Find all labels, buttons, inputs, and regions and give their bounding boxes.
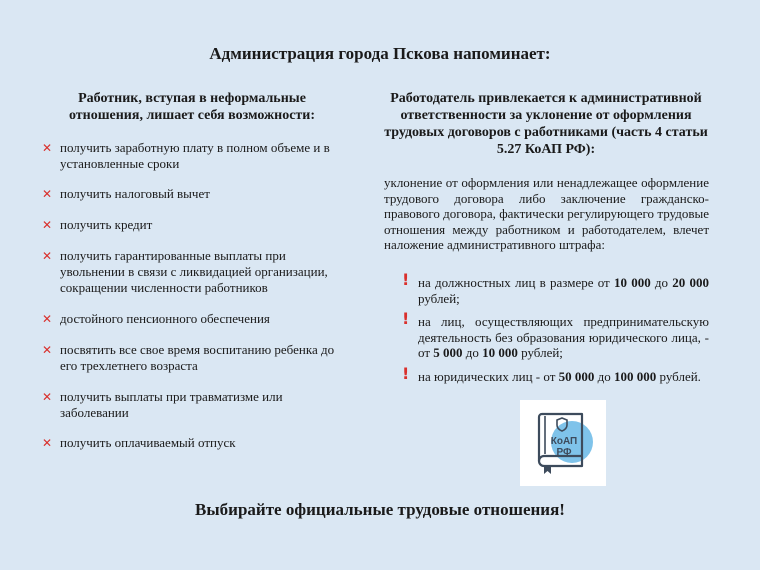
exclamation-icon: !: [402, 270, 410, 289]
cross-icon: ✕: [42, 436, 53, 450]
koap-logo: [520, 400, 606, 486]
list-item: ✕ получить оплачиваемый отпуск: [42, 435, 236, 450]
list-item: ✕ получить заработную плату в полном объеме и в установленные сроки: [42, 140, 330, 171]
list-item: ✕ получить гарантированные выплаты при увольнении в связи с ликвидацией организации, сокращении численности работников: [42, 248, 328, 295]
list-item: ✕ посвятить все свое время воспитанию ребенка до его трехлетнего возраста: [42, 342, 335, 373]
employee-heading: Работник, вступая в неформальные отношения, лишает себя возможности:: [68, 91, 316, 123]
fine-item: ! на лиц, осуществляющих предпринимательскую деятельность без образования юридического лица, - от 5 000 до 10 000 рублей;: [402, 309, 709, 360]
fine-item: ! на должностных лиц в размере от 10 000 до 20 000 рублей;: [402, 270, 710, 306]
exclamation-icon: !: [402, 363, 410, 383]
list-item: ✕ получить налоговый вычет: [42, 186, 210, 201]
cross-icon: ✕: [42, 141, 53, 155]
fine-item: ! на юридических лиц - от 50 000 до 100 000 рублей.: [402, 363, 701, 384]
cross-icon: ✕: [42, 249, 53, 263]
fines-list: [402, 270, 710, 392]
cross-icon: ✕: [42, 390, 53, 404]
cross-icon: ✕: [42, 187, 53, 201]
list-item: ✕ достойного пенсионного обеспечения: [42, 311, 270, 326]
cross-icon: ✕: [42, 312, 53, 326]
logo-text-koap: КоАП: [550, 436, 578, 447]
cross-icon: ✕: [42, 218, 53, 232]
exclamation-icon: !: [402, 309, 410, 328]
employee-loss-list: [42, 140, 352, 453]
logo-text-rf: РФ: [556, 447, 572, 458]
bookmark: [544, 466, 551, 474]
page-title: Администрация города Пскова напоминает:: [209, 44, 551, 63]
cross-icon: ✕: [42, 343, 53, 357]
employer-description: уклонение от оформления или ненадлежащее оформление трудового договора либо заключение гражданско-правового договора, фактически регулирующего трудовые отношения между работником и работодателем, влечет наложение административного штрафа:: [384, 175, 709, 252]
employer-heading: Работодатель привлекается к административной ответственности за уклонение от оформления трудовых договоров с работниками (часть 4 статьи 5.27 КоАП РФ):: [384, 91, 708, 157]
law-book-icon: [520, 400, 606, 486]
list-item: ✕ получить кредит: [42, 217, 153, 232]
footer-slogan: Выбирайте официальные трудовые отношения!: [195, 500, 565, 519]
list-item: ✕ получить выплаты при травматизме или заболевании: [42, 389, 283, 420]
